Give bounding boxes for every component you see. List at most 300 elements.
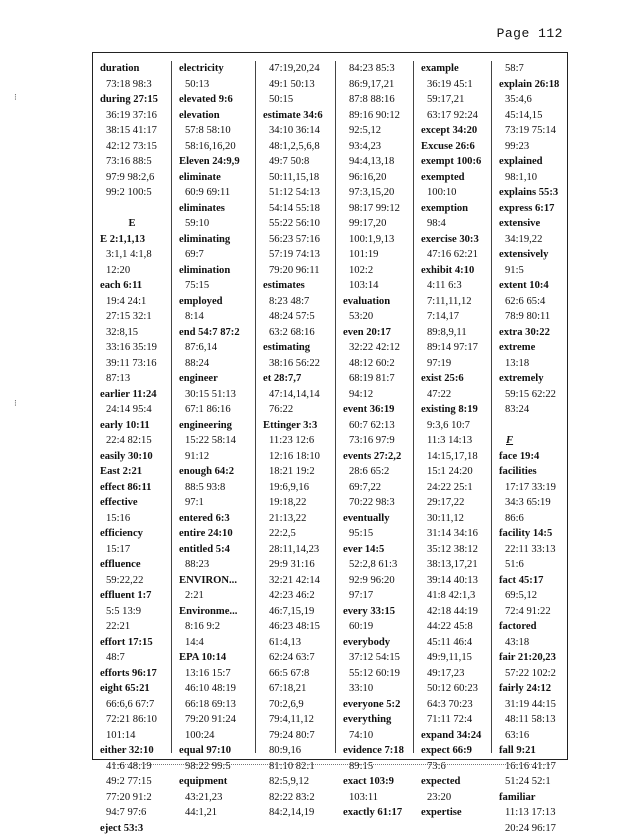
index-reference: 29:17,22	[414, 495, 492, 511]
index-reference: 91:5	[492, 263, 568, 279]
index-reference: 31:19 44:15	[492, 697, 568, 713]
index-reference: 49:17,23	[414, 666, 492, 682]
index-term: exempt 100:6	[414, 154, 492, 170]
index-reference: 19:18,22	[256, 495, 336, 511]
index-reference: 97:9 98:2,6	[93, 170, 171, 186]
index-term: facility 14:5	[492, 526, 568, 542]
index-term: elevated 9:6	[172, 92, 256, 108]
index-reference: 60:19	[336, 619, 414, 635]
index-reference: 37:12 54:15	[336, 650, 414, 666]
index-reference: 21:13,22	[256, 511, 336, 527]
index-reference: 58:16,16,20	[172, 139, 256, 155]
margin-mark: ⁝	[14, 398, 17, 409]
index-term: elimination	[172, 263, 256, 279]
index-reference: 103:14	[336, 278, 414, 294]
index-term: everybody	[336, 635, 414, 651]
index-reference: 67:18,21	[256, 681, 336, 697]
index-reference: 63:17 92:24	[414, 108, 492, 124]
index-reference: 49:1 50:13	[256, 77, 336, 93]
index-reference: 70:22 98:3	[336, 495, 414, 511]
index-reference: 84:23 85:3	[336, 61, 414, 77]
index-term: events 27:2,2	[336, 449, 414, 465]
index-term: early 10:11	[93, 418, 171, 434]
index-reference: 32:8,15	[93, 325, 171, 341]
index-term: face 19:4	[492, 449, 568, 465]
index-reference: 41:6 48:19	[93, 759, 171, 775]
index-reference: 2:21	[172, 588, 256, 604]
index-term: effective	[93, 495, 171, 511]
index-reference: 73:16 88:5	[93, 154, 171, 170]
index-reference: 34:19,22	[492, 232, 568, 248]
index-term: extremely	[492, 371, 568, 387]
index-reference: 99:23	[492, 139, 568, 155]
index-reference: 14:4	[172, 635, 256, 651]
index-reference: 76:22	[256, 402, 336, 418]
index-term: et 28:7,7	[256, 371, 336, 387]
index-reference: 41:8 42:1,3	[414, 588, 492, 604]
index-reference: 98:4	[414, 216, 492, 232]
index-term: Environme...	[172, 604, 256, 620]
index-reference: 60:7 62:13	[336, 418, 414, 434]
index-reference: 86:9,17,21	[336, 77, 414, 93]
index-reference: 73:18 98:3	[93, 77, 171, 93]
index-reference: 96:16,20	[336, 170, 414, 186]
index-term: eliminating	[172, 232, 256, 248]
index-reference: 11:3 14:13	[414, 433, 492, 449]
index-reference: 28:11,14,23	[256, 542, 336, 558]
index-term: end 54:7 87:2	[172, 325, 256, 341]
index-term: extreme	[492, 340, 568, 356]
index-reference: 72:4 91:22	[492, 604, 568, 620]
index-term: each 6:11	[93, 278, 171, 294]
index-term: expertise	[414, 805, 492, 821]
index-reference: 59:15 62:22	[492, 387, 568, 403]
index-reference: 16:16 41:17	[492, 759, 568, 775]
index-reference: 69:7	[172, 247, 256, 263]
index-reference: 57:22 102:2	[492, 666, 568, 682]
index-term: explained	[492, 154, 568, 170]
index-term: entire 24:10	[172, 526, 256, 542]
index-reference: 59:22,22	[93, 573, 171, 589]
index-reference: 32:21 42:14	[256, 573, 336, 589]
index-term: estimate 34:6	[256, 108, 336, 124]
index-reference: 36:19 45:1	[414, 77, 492, 93]
index-reference: 87:8 88:16	[336, 92, 414, 108]
index-term: either 32:10	[93, 743, 171, 759]
index-term: eliminate	[172, 170, 256, 186]
index-reference: 14:15,17,18	[414, 449, 492, 465]
index-reference: 39:11 73:16	[93, 356, 171, 372]
index-reference: 74:10	[336, 728, 414, 744]
index-reference: 64:3 70:23	[414, 697, 492, 713]
index-reference: 79:20 91:24	[172, 712, 256, 728]
index-term: employed	[172, 294, 256, 310]
index-reference: 13:18	[492, 356, 568, 372]
index-term: easily 30:10	[93, 449, 171, 465]
index-reference: 82:5,9,12	[256, 774, 336, 790]
index-reference: 84:2,14,19	[256, 805, 336, 821]
index-reference: 89:14 97:17	[414, 340, 492, 356]
index-reference: 15:16	[93, 511, 171, 527]
index-reference: 59:10	[172, 216, 256, 232]
index-term: effect 86:11	[93, 480, 171, 496]
index-reference: 98:22 99:5	[172, 759, 256, 775]
index-term: engineer	[172, 371, 256, 387]
index-reference: 97:17	[336, 588, 414, 604]
index-term: engineering	[172, 418, 256, 434]
index-term: electricity	[172, 61, 256, 77]
index-reference: 39:14 40:13	[414, 573, 492, 589]
index-term: exhibit 4:10	[414, 263, 492, 279]
index-reference: 28:6 65:2	[336, 464, 414, 480]
index-column-6	[491, 61, 568, 753]
index-reference: 77:20 91:2	[93, 790, 171, 806]
index-term: event 36:19	[336, 402, 414, 418]
index-reference: 86:6	[492, 511, 568, 527]
index-reference: 24:14 95:4	[93, 402, 171, 418]
index-reference: 100:10	[414, 185, 492, 201]
index-reference: 87:13	[93, 371, 171, 387]
index-term: eight 65:21	[93, 681, 171, 697]
index-reference: 81:10 82:1	[256, 759, 336, 775]
index-term: fact 45:17	[492, 573, 568, 589]
index-reference: 46:23 48:15	[256, 619, 336, 635]
index-reference: 61:4,13	[256, 635, 336, 651]
index-term: explain 26:18	[492, 77, 568, 93]
index-column-2	[171, 61, 256, 753]
index-reference: 38:15 41:17	[93, 123, 171, 139]
index-reference: 97:19	[414, 356, 492, 372]
index-term: effluence	[93, 557, 171, 573]
index-reference: 30:15 51:13	[172, 387, 256, 403]
index-term: exemption	[414, 201, 492, 217]
index-reference: 46:7,15,19	[256, 604, 336, 620]
index-term: fall 9:21	[492, 743, 568, 759]
index-reference: 55:12 60:19	[336, 666, 414, 682]
index-reference: 87:6,14	[172, 340, 256, 356]
index-reference: 45:14,15	[492, 108, 568, 124]
index-reference: 44:1,21	[172, 805, 256, 821]
index-reference: 79:20 96:11	[256, 263, 336, 279]
index-term: exactly 61:17	[336, 805, 414, 821]
index-column-5	[413, 61, 492, 753]
index-reference: 56:23 57:16	[256, 232, 336, 248]
index-reference: 82:22 83:2	[256, 790, 336, 806]
index-term: estimating	[256, 340, 336, 356]
index-term: expand 34:24	[414, 728, 492, 744]
index-term: express 6:17	[492, 201, 568, 217]
index-term: evaluation	[336, 294, 414, 310]
index-reference: 38:16 56:22	[256, 356, 336, 372]
index-reference: 27:15 32:1	[93, 309, 171, 325]
index-reference: 46:10 48:19	[172, 681, 256, 697]
index-section-letter: E	[93, 216, 171, 232]
index-term: Excuse 26:6	[414, 139, 492, 155]
index-reference: 29:9 31:16	[256, 557, 336, 573]
index-reference: 47:19,20,24	[256, 61, 336, 77]
index-column-3	[255, 61, 336, 753]
index-term: expected	[414, 774, 492, 790]
index-reference: 73:19 75:14	[492, 123, 568, 139]
margin-mark: ⁝	[14, 92, 17, 103]
index-reference: 79:24 80:7	[256, 728, 336, 744]
index-term: everyone 5:2	[336, 697, 414, 713]
index-column-1	[93, 61, 171, 753]
index-reference: 4:11 6:3	[414, 278, 492, 294]
index-reference: 66:5 67:8	[256, 666, 336, 682]
index-term: ENVIRON...	[172, 573, 256, 589]
index-reference: 73:6	[414, 759, 492, 775]
index-reference: 15:22 58:14	[172, 433, 256, 449]
index-reference: 70:2,6,9	[256, 697, 336, 713]
index-reference: 48:24 57:5	[256, 309, 336, 325]
index-reference: 94:7 97:6	[93, 805, 171, 821]
index-term: everything	[336, 712, 414, 728]
index-reference: 97:1	[172, 495, 256, 511]
index-term: effort 17:15	[93, 635, 171, 651]
index-term: example	[414, 61, 492, 77]
index-term: even 20:17	[336, 325, 414, 341]
index-reference: 102:2	[336, 263, 414, 279]
index-reference: 50:11,15,18	[256, 170, 336, 186]
index-reference: 72:21 86:10	[93, 712, 171, 728]
index-reference: 92:9 96:20	[336, 573, 414, 589]
index-reference: 12:16 18:10	[256, 449, 336, 465]
index-reference: 47:14,14,14	[256, 387, 336, 403]
index-reference: 51:24 52:1	[492, 774, 568, 790]
index-column-4	[335, 61, 414, 753]
index-term: Eleven 24:9,9	[172, 154, 256, 170]
index-reference: 63:2 68:16	[256, 325, 336, 341]
index-term: eject 53:3	[93, 821, 171, 836]
index-spacer	[492, 418, 568, 434]
index-reference: 32:22 42:12	[336, 340, 414, 356]
index-term: every 33:15	[336, 604, 414, 620]
index-reference: 34:10 36:14	[256, 123, 336, 139]
index-term: eliminates	[172, 201, 256, 217]
index-term: extra 30:22	[492, 325, 568, 341]
index-term: ever 14:5	[336, 542, 414, 558]
index-reference: 24:22 25:1	[414, 480, 492, 496]
index-term: Ettinger 3:3	[256, 418, 336, 434]
index-reference: 48:12 60:2	[336, 356, 414, 372]
index-reference: 9:3,6 10:7	[414, 418, 492, 434]
index-reference: 66:18 69:13	[172, 697, 256, 713]
index-term: elevation	[172, 108, 256, 124]
index-reference: 47:16 62:21	[414, 247, 492, 263]
index-reference: 63:16	[492, 728, 568, 744]
index-term: entered 6:3	[172, 511, 256, 527]
index-reference: 36:19 37:16	[93, 108, 171, 124]
index-term: fair 21:20,23	[492, 650, 568, 666]
index-reference: 5:5 13:9	[93, 604, 171, 620]
index-reference: 94:4,13,18	[336, 154, 414, 170]
index-reference: 22:11 33:13	[492, 542, 568, 558]
index-term: explains 55:3	[492, 185, 568, 201]
index-reference: 33:16 35:19	[93, 340, 171, 356]
index-reference: 101:14	[93, 728, 171, 744]
index-reference: 98:1,10	[492, 170, 568, 186]
index-reference: 75:15	[172, 278, 256, 294]
index-reference: 17:17 33:19	[492, 480, 568, 496]
index-reference: 35:12 38:12	[414, 542, 492, 558]
index-reference: 45:11 46:4	[414, 635, 492, 651]
index-term: exempted	[414, 170, 492, 186]
index-term: existing 8:19	[414, 402, 492, 418]
index-reference: 22:21	[93, 619, 171, 635]
index-term: exact 103:9	[336, 774, 414, 790]
index-term: EPA 10:14	[172, 650, 256, 666]
index-term: eventually	[336, 511, 414, 527]
index-reference: 42:23 46:2	[256, 588, 336, 604]
index-frame	[92, 52, 568, 760]
index-term: expect 66:9	[414, 743, 492, 759]
index-term: exist 25:6	[414, 371, 492, 387]
index-term: equal 97:10	[172, 743, 256, 759]
index-reference: 19:4 24:1	[93, 294, 171, 310]
index-reference: 33:10	[336, 681, 414, 697]
index-term: effluent 1:7	[93, 588, 171, 604]
index-reference: 57:8 58:10	[172, 123, 256, 139]
index-reference: 18:21 19:2	[256, 464, 336, 480]
index-reference: 73:16 97:9	[336, 433, 414, 449]
index-reference: 80:9,16	[256, 743, 336, 759]
index-term: E 2:1,1,13	[93, 232, 171, 248]
index-reference: 93:4,23	[336, 139, 414, 155]
index-reference: 19:6,9,16	[256, 480, 336, 496]
index-reference: 48:7	[93, 650, 171, 666]
index-reference: 78:9 80:11	[492, 309, 568, 325]
index-reference: 88:5 93:8	[172, 480, 256, 496]
index-reference: 8:16 9:2	[172, 619, 256, 635]
index-reference: 31:14 34:16	[414, 526, 492, 542]
index-reference: 13:16 15:7	[172, 666, 256, 682]
index-reference: 99:2 100:5	[93, 185, 171, 201]
index-reference: 22:4 82:15	[93, 433, 171, 449]
index-term: extensively	[492, 247, 568, 263]
index-reference: 59:17,21	[414, 92, 492, 108]
index-reference: 52:2,8 61:3	[336, 557, 414, 573]
index-term: entitled 5:4	[172, 542, 256, 558]
index-spacer	[93, 201, 171, 217]
index-reference: 11:13 17:13	[492, 805, 568, 821]
index-term: extensive	[492, 216, 568, 232]
index-term: duration	[93, 61, 171, 77]
index-reference: 94:12	[336, 387, 414, 403]
index-reference: 42:18 44:19	[414, 604, 492, 620]
index-term: exercise 30:3	[414, 232, 492, 248]
index-reference: 12:20	[93, 263, 171, 279]
index-reference: 8:23 48:7	[256, 294, 336, 310]
index-reference: 48:11 58:13	[492, 712, 568, 728]
index-reference: 98:17 99:12	[336, 201, 414, 217]
index-term: extent 10:4	[492, 278, 568, 294]
index-reference: 34:3 65:19	[492, 495, 568, 511]
index-reference: 69:7,22	[336, 480, 414, 496]
index-reference: 49:7 50:8	[256, 154, 336, 170]
index-reference: 83:24	[492, 402, 568, 418]
index-reference: 7:14,17	[414, 309, 492, 325]
index-reference: 48:1,2,5,6,8	[256, 139, 336, 155]
index-reference: 15:1 24:20	[414, 464, 492, 480]
index-reference: 49:2 77:15	[93, 774, 171, 790]
index-reference: 88:23	[172, 557, 256, 573]
index-reference: 58:7	[492, 61, 568, 77]
index-reference: 50:13	[172, 77, 256, 93]
index-reference: 50:15	[256, 92, 336, 108]
index-reference: 43:18	[492, 635, 568, 651]
index-reference: 8:14	[172, 309, 256, 325]
index-reference: 60:9 69:11	[172, 185, 256, 201]
index-reference: 3:1,1 4:1,8	[93, 247, 171, 263]
index-term: factored	[492, 619, 568, 635]
index-reference: 100:24	[172, 728, 256, 744]
index-reference: 71:11 72:4	[414, 712, 492, 728]
index-reference: 100:1,9,13	[336, 232, 414, 248]
index-reference: 54:14 55:18	[256, 201, 336, 217]
index-reference: 35:4,6	[492, 92, 568, 108]
index-term: East 2:21	[93, 464, 171, 480]
index-reference: 23:20	[414, 790, 492, 806]
index-reference: 44:22 45:8	[414, 619, 492, 635]
index-term: efficiency	[93, 526, 171, 542]
index-term: evidence 7:18	[336, 743, 414, 759]
index-reference: 43:21,23	[172, 790, 256, 806]
page-footer-rule	[112, 764, 552, 767]
index-reference: 53:20	[336, 309, 414, 325]
index-term: except 34:20	[414, 123, 492, 139]
index-reference: 67:1 86:16	[172, 402, 256, 418]
index-reference: 91:12	[172, 449, 256, 465]
index-reference: 55:22 56:10	[256, 216, 336, 232]
index-reference: 66:6,6 67:7	[93, 697, 171, 713]
index-reference: 51:6	[492, 557, 568, 573]
index-reference: 97:3,15,20	[336, 185, 414, 201]
index-term: earlier 11:24	[93, 387, 171, 403]
index-reference: 101:19	[336, 247, 414, 263]
index-reference: 30:11,12	[414, 511, 492, 527]
index-term: facilities	[492, 464, 568, 480]
index-reference: 42:12 73:15	[93, 139, 171, 155]
index-term: enough 64:2	[172, 464, 256, 480]
index-reference: 92:5,12	[336, 123, 414, 139]
index-term: fairly 24:12	[492, 681, 568, 697]
index-term: familiar	[492, 790, 568, 806]
index-reference: 15:17	[93, 542, 171, 558]
index-reference: 88:24	[172, 356, 256, 372]
page-number: Page 112	[497, 26, 563, 41]
index-reference: 89:8,9,11	[414, 325, 492, 341]
index-reference: 89:15	[336, 759, 414, 775]
index-reference: 89:16 90:12	[336, 108, 414, 124]
index-reference: 62:6 65:4	[492, 294, 568, 310]
index-reference: 99:17,20	[336, 216, 414, 232]
index-term: efforts 96:17	[93, 666, 171, 682]
index-reference: 50:12 60:23	[414, 681, 492, 697]
index-reference: 22:2,5	[256, 526, 336, 542]
index-reference: 57:19 74:13	[256, 247, 336, 263]
index-term: during 27:15	[93, 92, 171, 108]
index-reference: 51:12 54:13	[256, 185, 336, 201]
index-reference: 68:19 81:7	[336, 371, 414, 387]
index-reference: 95:15	[336, 526, 414, 542]
index-reference: 62:24 63:7	[256, 650, 336, 666]
index-reference: 11:23 12:6	[256, 433, 336, 449]
index-reference: 49:9,11,15	[414, 650, 492, 666]
index-reference: 79:4,11,12	[256, 712, 336, 728]
index-reference: 7:11,11,12	[414, 294, 492, 310]
index-term: estimates	[256, 278, 336, 294]
